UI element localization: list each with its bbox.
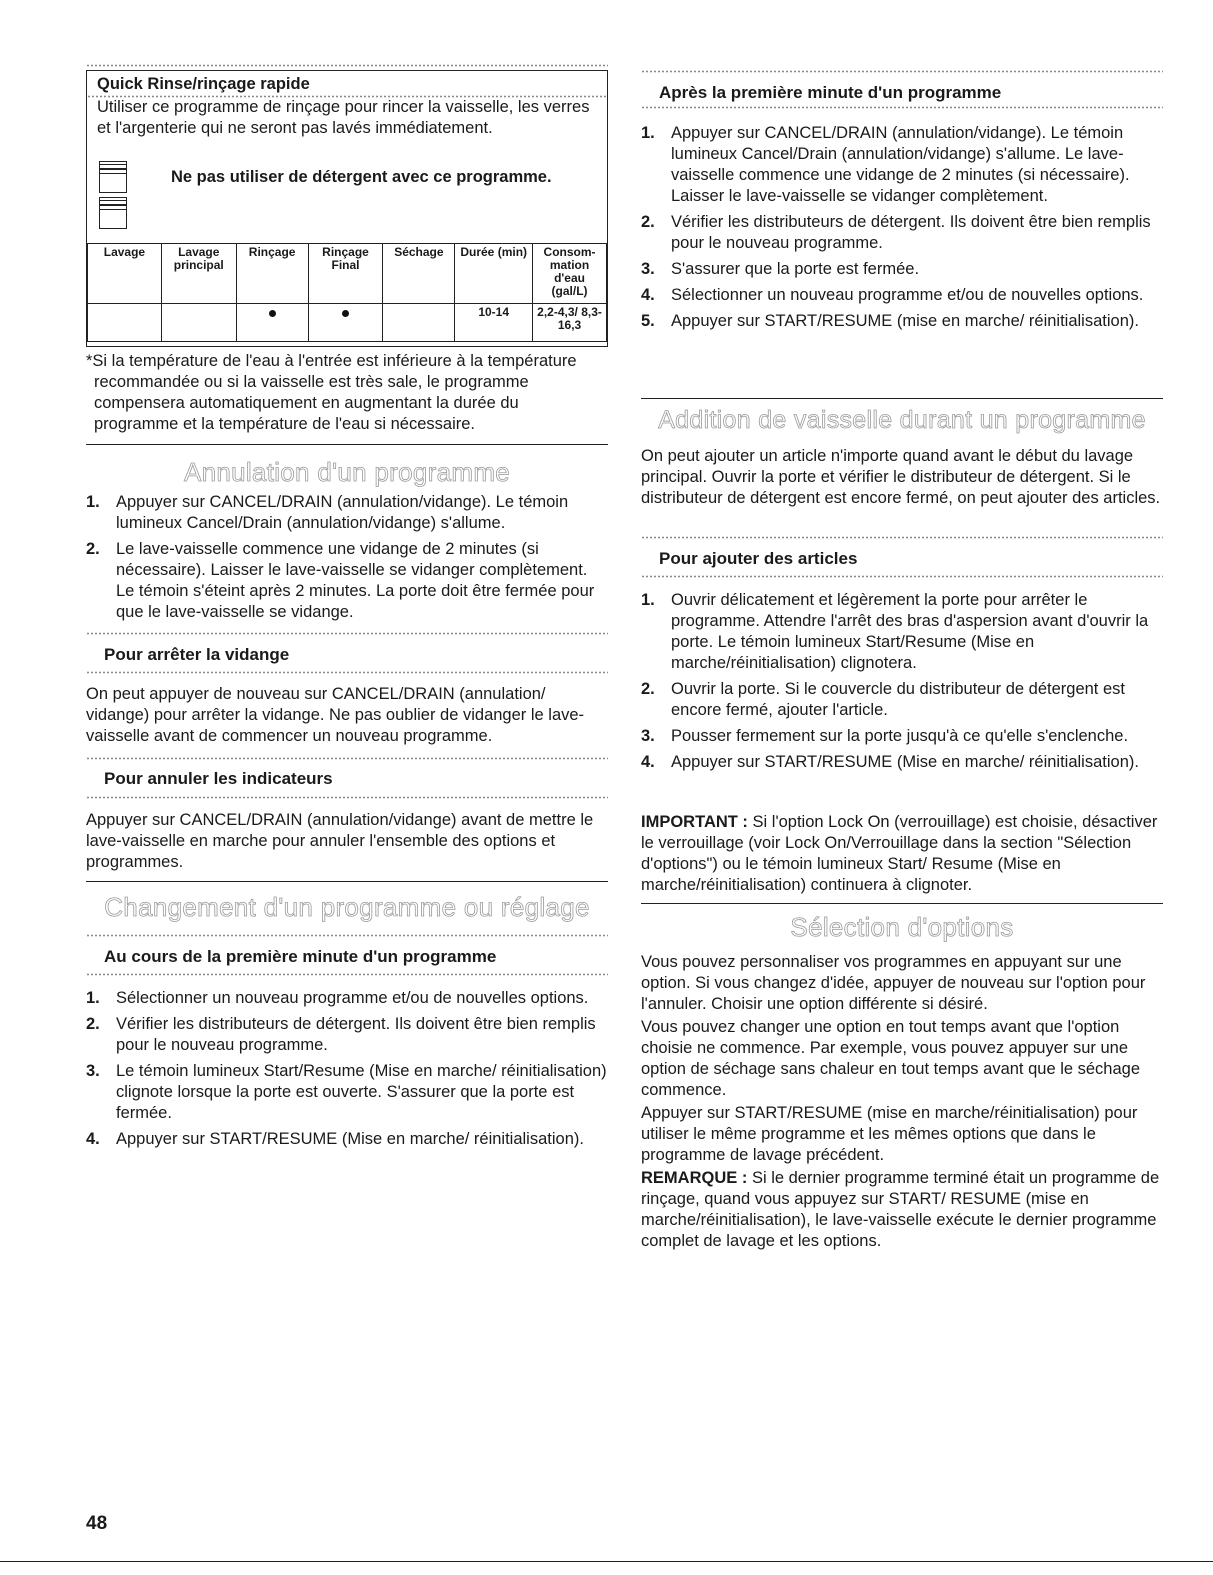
dispenser-icon [99, 197, 127, 229]
section-rule [86, 444, 608, 445]
list-item: 2. Le lave-vaisselle commence une vidange de 2 minutes (si nécessaire). Laisser le lave-vaisselle se vidanger complètement. Le témoin s'éteint après 2 minutes. La porte doit être fermée pour que le lave-vaisselle se vidange. [86, 540, 595, 621]
important-text: Si l'option Lock On (verrouillage) est choisie, désactiver le verrouillage (voir Lock On/Verrouillage dans la section "Sélection d'options") ou le témoin lumineux Start/ Resume (Mise en marche/réinitialisation) continuera à clignoter. [641, 813, 1158, 894]
table-header: Lavage principal [161, 244, 236, 304]
table-header: Séchage [383, 244, 455, 304]
first-minute-steps [86, 988, 608, 1155]
table-cell [161, 304, 236, 342]
important-note [641, 812, 1163, 896]
add-items-heading: Pour ajouter des articles [659, 549, 858, 568]
list-item: 1. Appuyer sur CANCEL/DRAIN (annulation/vidange). Le témoin lumineux Cancel/Drain (annulation/vidange) s'allume. [86, 493, 569, 532]
selection-paragraph: Vous pouvez personnaliser vos programmes en appuyant sur une option. Si vous changez d'idée, appuyer de nouveau sur l'option pour l'annuler. Choisir une option différente si désiré. [641, 953, 1146, 1013]
remarque-note [641, 1168, 1163, 1252]
table-header: Rinçage Final [308, 244, 383, 304]
divider [641, 106, 1163, 109]
list-item: 1. Sélectionner un nouveau programme et/ou de nouvelles options. [86, 989, 589, 1007]
cycle-table [87, 243, 607, 342]
remarque-label: REMARQUE : [641, 1169, 748, 1187]
list-item: 1. Appuyer sur CANCEL/DRAIN (annulation/vidange). Le témoin lumineux Cancel/Drain (annulation/vidange) s'allume. Le lave-vaisselle commence une vidange de 2 minutes (si nécessaire). Laisser le lave-vaisselle se vidanger complètement. [641, 124, 1130, 205]
divider [641, 536, 1163, 539]
list-item: 3. Le témoin lumineux Start/Resume (Mise en marche/ réinitialisation) clignote lorsque la porte est ouverte. S'assurer que la porte est fermée. [86, 1062, 607, 1122]
first-minute-heading: Au cours de la première minute d'un programme [104, 947, 497, 966]
divider [86, 796, 608, 799]
table-header: Lavage [88, 244, 162, 304]
cancel-indicators-heading: Pour annuler les indicateurs [104, 769, 333, 788]
divider [86, 934, 608, 937]
stop-drain-text: On peut appuyer de nouveau sur CANCEL/DRAIN (annulation/ vidange) pour arrêter la vidange. Ne pas oublier de vidanger le lave-vaisselle avant de commencer un nouveau programme. [86, 685, 585, 745]
list-item: 4. Appuyer sur START/RESUME (Mise en marche/ réinitialisation). [86, 1130, 584, 1148]
annulation-steps [86, 492, 608, 628]
after-first-minute-heading: Après la première minute d'un programme [659, 83, 1002, 102]
important-label: IMPORTANT : [641, 813, 748, 831]
dispenser-icon [99, 161, 127, 193]
table-header: Durée (min) [455, 244, 533, 304]
divider [86, 973, 608, 976]
addition-heading: Addition de vaisselle durant un programme [658, 406, 1146, 434]
selection-paragraph: Appuyer sur START/RESUME (mise en marche/réinitialisation) pour utiliser le même programme et les mêmes options que dans le programme de lavage précédent. [641, 1104, 1138, 1164]
changement-heading: Changement d'un programme ou réglage [104, 892, 590, 922]
quick-rinse-box [86, 70, 608, 347]
footnote: *Si la température de l'eau à l'entrée est inférieure à la température recommandée ou si la vaisselle est très sale, le programme compensera automatiquement en augmentant la durée du programme et la température de l'eau si nécessaire. [86, 352, 577, 433]
table-cell [88, 304, 162, 342]
table-cell: 10-14 [455, 304, 533, 342]
table-cell: 2,2-4,3/ 8,3-16,3 [533, 304, 607, 342]
divider [86, 671, 608, 674]
list-item: 3. Pousser fermement sur la porte jusqu'à ce qu'elle s'enclenche. [641, 727, 1129, 745]
page-number: 48 [86, 1513, 108, 1534]
addition-intro: On peut ajouter un article n'importe quand avant le début du lavage principal. Ouvrir la porte et vérifier le distributeur de détergent. Si le distributeur de détergent est encore fermé, on peut ajouter des articles. [641, 447, 1161, 507]
section-rule [641, 903, 1163, 904]
divider [86, 64, 608, 67]
table-header: Consom-mation d'eau (gal/L) [533, 244, 607, 304]
quick-rinse-title: Quick Rinse/rinçage rapide [97, 75, 310, 93]
table-cell [383, 304, 455, 342]
bullet-dot [342, 310, 349, 317]
divider [641, 70, 1163, 73]
list-item: 4. Appuyer sur START/RESUME (Mise en marche/ réinitialisation). [641, 753, 1139, 771]
table-header: Rinçage [236, 244, 308, 304]
table-row [88, 304, 607, 342]
list-item: 1. Ouvrir délicatement et légèrement la porte pour arrêter le programme. Attendre l'arrêt des bras d'aspersion avant d'ouvrir la porte. Le témoin lumineux Start/Resume (Mise en marche/réinitialisation) clignotera. [641, 591, 1149, 672]
selection-heading: Sélection d'options [790, 912, 1014, 942]
table-cell [308, 304, 383, 342]
add-items-steps [641, 590, 1163, 778]
section-rule [641, 398, 1163, 399]
list-item: 5. Appuyer sur START/RESUME (mise en marche/ réinitialisation). [641, 312, 1139, 330]
stop-drain-heading: Pour arrêter la vidange [104, 645, 290, 664]
annulation-heading: Annulation d'un programme [183, 457, 511, 487]
cancel-indicators-text: Appuyer sur CANCEL/DRAIN (annulation/vidange) avant de mettre le lave-vaisselle en marche pour annuler l'ensemble des options et programmes. [86, 811, 594, 871]
list-item: 2. Vérifier les distributeurs de détergent. Ils doivent être bien remplis pour le nouveau programme. [641, 213, 1151, 252]
quick-rinse-description: Utiliser ce programme de rinçage pour rincer la vaisselle, les verres et l'argenterie qui ne seront pas lavés immédiatement. [97, 98, 590, 137]
section-rule [86, 881, 608, 882]
after-first-minute-steps [641, 123, 1163, 337]
divider [86, 757, 608, 760]
list-item: 4. Sélectionner un nouveau programme et/ou de nouvelles options. [641, 286, 1144, 304]
list-item: 3. S'assurer que la porte est fermée. [641, 260, 920, 278]
list-item: 2. Ouvrir la porte. Si le couvercle du distributeur de détergent est encore fermé, ajouter l'article. [641, 680, 1125, 719]
divider [641, 575, 1163, 578]
table-cell [236, 304, 308, 342]
selection-paragraph: Vous pouvez changer une option en tout temps avant que l'option choisie ne commence. Par exemple, vous pouvez appuyer sur une option de séchage sans chaleur en tout temps avant que le séchage commence. [641, 1018, 1141, 1099]
page-bottom-rule [0, 1561, 1213, 1562]
bullet-dot [269, 310, 276, 317]
remarque-text: Si le dernier programme terminé était un programme de rinçage, quand vous appuyez sur START/ RESUME (mise en marche/réinitialisation), le lave-vaisselle exécute le dernier programme complet de lavage et les options. [641, 1169, 1160, 1250]
no-detergent-warning: Ne pas utiliser de détergent avec ce programme. [171, 168, 552, 186]
table-header-row [88, 244, 607, 304]
list-item: 2. Vérifier les distributeurs de détergent. Ils doivent être bien remplis pour le nouveau programme. [86, 1015, 596, 1054]
divider [86, 632, 608, 635]
